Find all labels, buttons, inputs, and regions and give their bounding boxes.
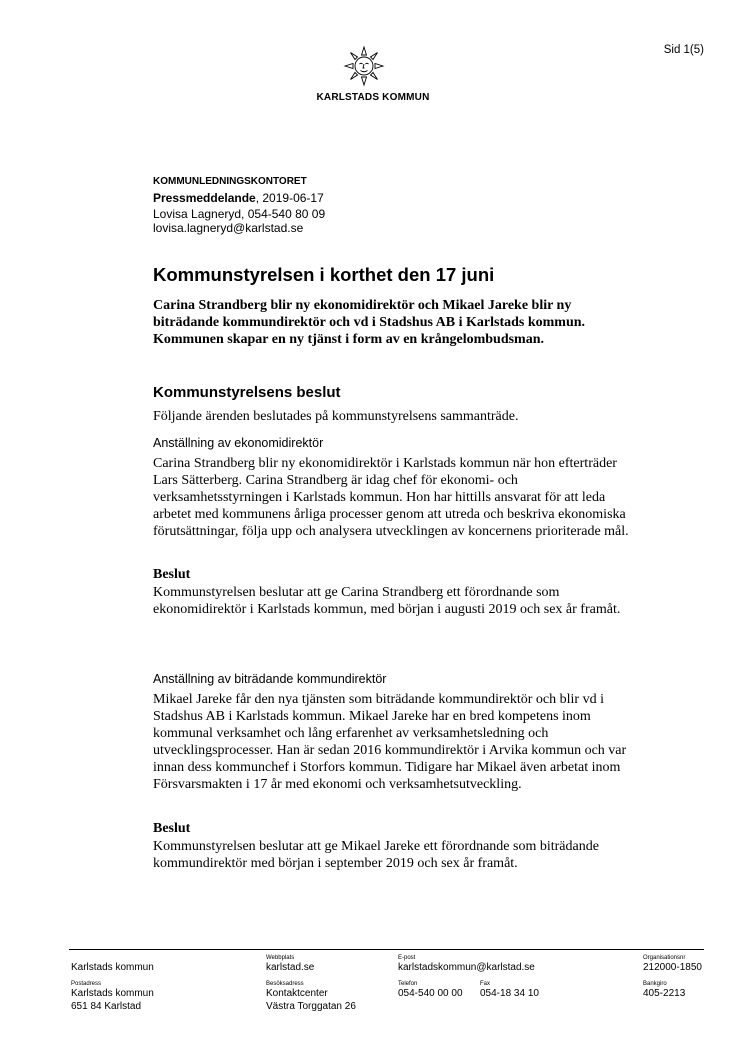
footer-email[interactable]: karlstadskommun@karlstad.se xyxy=(398,962,535,973)
intro-paragraph: Följande ärenden beslutades på kommunstyrelsens sammanträde. xyxy=(153,409,519,424)
item-heading: Anställning av ekonomidirektör xyxy=(153,436,324,450)
footer-post-label: Postadress xyxy=(71,981,102,987)
footer-org-label: Organisationsnr xyxy=(643,955,686,961)
footer-giro: 405-2213 xyxy=(643,988,686,999)
page-title: Kommunstyrelsen i korthet den 17 juni xyxy=(153,264,495,285)
logo-text: KARLSTADS KOMMUN xyxy=(316,92,430,103)
item-body: Carina Strandberg blir ny ekonomidirektör i Karlstads kommun när hon efterträder Lars Sätterberg. Carina Strandberg är idag chef för ekonomi- och verksamhetsstyrningen i Karlstads kommun. Hon har hittills ansvarat för att leda arbetet med kommunens årliga processer genom att utreda och beskriva ekonomiska förutsättningar, följa upp och analysera utvecklingen av koncernens prioriterade mål. xyxy=(153,456,629,539)
footer-email-label: E-post xyxy=(398,955,416,961)
lead-paragraph: Carina Strandberg blir ny ekonomidirektör och Mikael Jareke blir ny biträdande kommundirektör och vd i Stadshus AB i Karlstads kommun. Kommunen skapar en ny tjänst i form av en krångelombudsman. xyxy=(153,298,586,347)
sun-icon xyxy=(343,45,385,87)
footer-visit-label: Besöksadress xyxy=(266,981,304,987)
decision-label: Beslut xyxy=(153,567,191,582)
page-number: Sid 1(5) xyxy=(663,44,704,56)
doc-type: Pressmeddelande xyxy=(153,191,256,205)
decision-label: Beslut xyxy=(153,821,191,836)
doc-date: , 2019-06-17 xyxy=(255,191,324,205)
footer-divider xyxy=(69,949,704,950)
footer-visit-line1: Kontaktcenter xyxy=(266,988,328,999)
contact-name: Lovisa Lagneryd, 054-540 80 09 xyxy=(153,207,326,221)
footer-phone-label: Telefon xyxy=(398,981,418,987)
item-body: Mikael Jareke får den nya tjänsten som biträdande kommundirektör och blir vd i Stadshus AB i Karlstads kommun. Mikael Jareke har en bred kompetens inom kommunal verksamhet och lång erfarenhet av verksamhetsledning och utvecklingsprocesser. Han är sedan 2016 kommundirektör i Arvika kommun och var innan dess kommunchef i Storfors kommun. Tidigare har Mikael även arbetat inom Försvarsmakten i 17 år med ekonomi och verksamhetsutveckling. xyxy=(153,692,627,792)
footer-post-line1: Karlstads kommun xyxy=(71,988,154,999)
decision-text: Kommunstyrelsen beslutar att ge Mikael Jareke ett förordnande som biträdande kommundirektör med början i september 2019 och sex år framåt. xyxy=(153,839,599,871)
footer-fax-label: Fax xyxy=(480,981,491,987)
footer-name: Karlstads kommun xyxy=(71,962,154,973)
footer-org: 212000-1850 xyxy=(643,962,702,973)
press-release-line xyxy=(153,191,324,206)
footer-fax: 054-18 34 10 xyxy=(480,988,539,999)
footer-post-line2: 651 84 Karlstad xyxy=(71,1001,142,1012)
footer-web[interactable]: karlstad.se xyxy=(266,962,315,973)
footer-giro-label: Bankgiro xyxy=(643,981,667,987)
decision-text: Kommunstyrelsen beslutar att ge Carina Strandberg ett förordnande som ekonomidirektör i Karlstads kommun, med början i augusti 2019 och sex år framåt. xyxy=(153,585,621,617)
footer-web-label: Webbplats xyxy=(266,955,295,961)
item-heading: Anställning av biträdande kommundirektör xyxy=(153,672,387,686)
footer-phone: 054-540 00 00 xyxy=(398,988,463,999)
contact-email: lovisa.lagneryd@karlstad.se xyxy=(153,221,304,235)
footer-visit-line2: Västra Torggatan 26 xyxy=(266,1001,356,1012)
section-heading: Kommunstyrelsens beslut xyxy=(153,384,341,401)
department: KOMMUNLEDNINGSKONTORET xyxy=(153,176,307,187)
